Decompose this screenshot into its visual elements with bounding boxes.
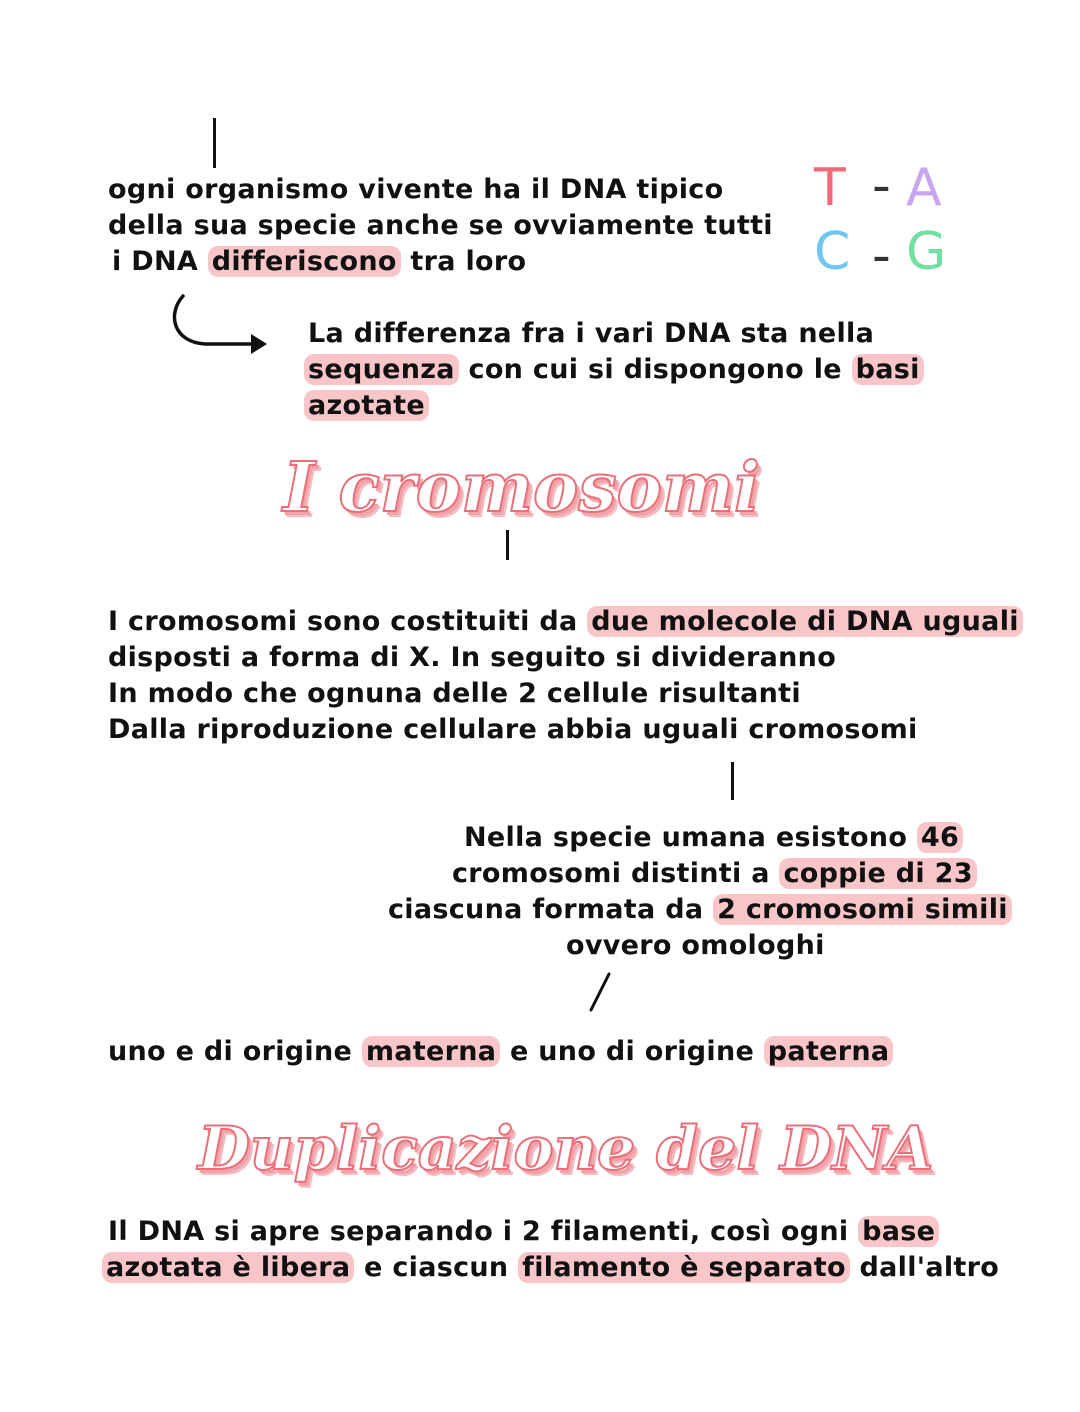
highlight: coppie di 23 [779, 858, 976, 889]
connector-slash [585, 970, 615, 1015]
highlight: filamento è separato [518, 1252, 850, 1283]
highlight: due molecole di DNA uguali [587, 606, 1023, 637]
highlight: base [858, 1216, 939, 1247]
intro-line-3: i DNA differiscono tra loro [112, 246, 527, 277]
connector-line [731, 762, 734, 800]
highlight: materna [362, 1036, 500, 1067]
curved-arrow-icon [165, 292, 275, 362]
intro-line-2: della sua specie anche se ovviamente tutti [108, 210, 773, 241]
difference-line-1: La differenza fra i vari DNA sta nella [308, 318, 875, 349]
base-c: C [814, 222, 851, 282]
difference-line-3 [304, 388, 429, 424]
highlight: azotata è libera [102, 1252, 354, 1283]
highlight: 46 [917, 822, 963, 853]
human-line-4: ovvero omologhi [566, 930, 825, 961]
chromosomes-line-2: disposti a forma di X. In seguito si divideranno [108, 642, 837, 673]
section-title-cromosomi: I cromosomi [283, 448, 760, 528]
base-t: T [814, 158, 846, 218]
intro-line-1: ogni organismo vivente ha il DNA tipico [108, 174, 724, 205]
human-line-3: ciascuna formata da 2 cromosomi simili [388, 892, 1012, 928]
difference-line-2: sequenza con cui si dispongono le basi [304, 352, 924, 388]
origin-line: uno e di origine materna e uno di origine paterna [108, 1034, 893, 1070]
base-a: A [906, 158, 942, 218]
chromosomes-line-4: Dalla riproduzione cellulare abbia uguali cromosomi [108, 714, 918, 745]
base-g: G [906, 222, 947, 282]
highlight: basi [852, 354, 924, 385]
section-title-duplicazione: Duplicazione del DNA [198, 1114, 934, 1184]
highlight: sequenza [304, 354, 459, 385]
connector-line [213, 118, 216, 168]
highlight: azotate [304, 390, 429, 421]
duplication-line-1: Il DNA si apre separando i 2 filamenti, così ogni base [108, 1214, 939, 1250]
duplication-line-2: azotata è libera e ciascun filamento è separato dall'altro [102, 1250, 999, 1286]
base-dash-2: - [872, 226, 891, 286]
highlight: paterna [764, 1036, 894, 1067]
base-dash-1: - [872, 156, 891, 216]
highlight: 2 cromosomi simili [713, 894, 1012, 925]
human-line-1: Nella specie umana esistono 46 [464, 820, 963, 856]
chromosomes-line-3: In modo che ognuna delle 2 cellule risultanti [108, 678, 801, 709]
connector-line [506, 530, 509, 560]
chromosomes-line-1: I cromosomi sono costituiti da due molecole di DNA uguali [108, 604, 1023, 640]
human-line-2: cromosomi distinti a coppie di 23 [452, 856, 977, 892]
highlight: differiscono [208, 246, 401, 277]
